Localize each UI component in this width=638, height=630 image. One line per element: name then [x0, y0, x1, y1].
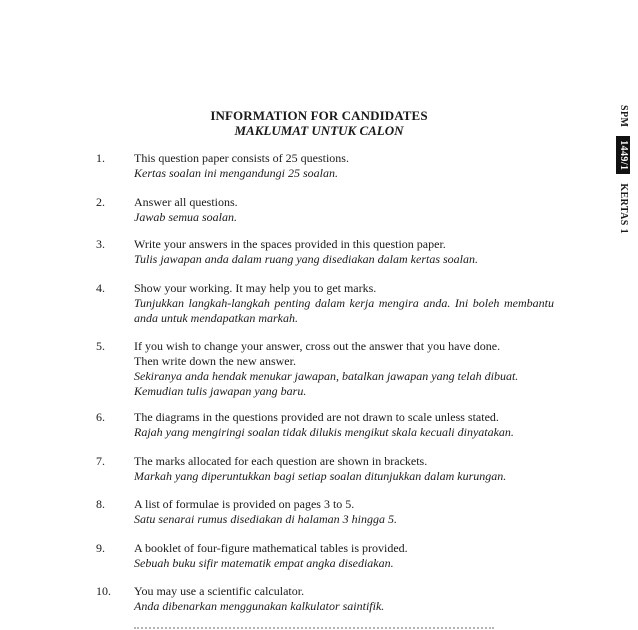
instruction-english: The marks allocated for each question are shown in brackets.: [134, 454, 428, 468]
instruction-english-line-1: If you wish to change your answer, cross out the answer that you have done.: [134, 339, 501, 353]
instruction-english-line-2: Then write down the new answer.: [134, 354, 296, 368]
side-label-code: 1449/1: [616, 136, 630, 174]
instruction-content: [134, 454, 554, 484]
instruction-number: 9.: [96, 541, 105, 555]
instruction-content: [134, 339, 554, 399]
instruction-english: Write your answers in the spaces provided in this question paper.: [134, 237, 446, 251]
instruction-malay: Tunjukkan langkah-langkah penting dalam kerja mengira anda. Ini boleh membantu anda untuk mendapatkan markah.: [134, 296, 554, 325]
instruction-number: 5.: [96, 339, 105, 353]
instruction-content: [134, 410, 554, 440]
instruction-number: 10.: [96, 584, 111, 598]
instruction-number: 6.: [96, 410, 105, 424]
heading-subtitle: MAKLUMAT UNTUK CALON: [234, 123, 404, 138]
heading-title: INFORMATION FOR CANDIDATES: [210, 108, 428, 123]
instruction-content: [134, 151, 554, 181]
side-paper-label: [607, 105, 637, 245]
instruction-english: You may use a scientific calculator.: [134, 584, 305, 598]
instruction-content: [134, 237, 554, 267]
instruction-english: Show your working. It may help you to get marks.: [134, 281, 377, 295]
instruction-number: 7.: [96, 454, 105, 468]
instruction-malay: Markah yang diperuntukkan bagi setiap soalan ditunjukkan dalam kurungan.: [134, 469, 507, 483]
instruction-number: 3.: [96, 237, 105, 251]
instruction-malay: Rajah yang mengiringi soalan tidak dilukis mengikut skala kecuali dinyatakan.: [134, 425, 514, 439]
instruction-malay: Anda dibenarkan menggunakan kalkulator saintifik.: [134, 599, 385, 613]
side-paper-label-text: [616, 105, 630, 234]
instruction-english: A list of formulae is provided on pages 3 to 5.: [134, 497, 355, 511]
instruction-malay: Tulis jawapan anda dalam ruang yang disediakan dalam kertas soalan.: [134, 252, 479, 266]
instruction-content: [134, 584, 554, 614]
instruction-malay: Kertas soalan ini mengandungi 25 soalan.: [134, 166, 339, 180]
instruction-content: [134, 281, 554, 326]
side-label-left: SPM: [618, 105, 629, 128]
instruction-english: The diagrams in the questions provided are not drawn to scale unless stated.: [134, 410, 499, 424]
instruction-content: [134, 497, 554, 527]
side-label-right: KERTAS 1: [618, 183, 629, 235]
instructions-heading: [0, 108, 638, 138]
instruction-malay: Sebuah buku sifir matematik empat angka disediakan.: [134, 556, 394, 570]
instruction-malay: Satu senarai rumus disediakan di halaman 3 hingga 5.: [134, 512, 397, 526]
cut-off-next-instruction: [134, 624, 494, 630]
instruction-english: Answer all questions.: [134, 195, 238, 209]
instruction-malay-line-1: Sekiranya anda hendak menukar jawapan, batalkan jawapan yang telah dibuat.: [134, 369, 519, 383]
instruction-malay: Jawab semua soalan.: [134, 210, 237, 224]
instruction-english: This question paper consists of 25 questions.: [134, 151, 349, 165]
instruction-malay-line-2: Kemudian tulis jawapan yang baru.: [134, 384, 307, 398]
instruction-number: 8.: [96, 497, 105, 511]
instruction-content: [134, 195, 554, 225]
instruction-content: [134, 541, 554, 571]
instruction-number: 1.: [96, 151, 105, 165]
instruction-number: 2.: [96, 195, 105, 209]
instruction-number: 4.: [96, 281, 105, 295]
instruction-english: A booklet of four-figure mathematical tables is provided.: [134, 541, 408, 555]
